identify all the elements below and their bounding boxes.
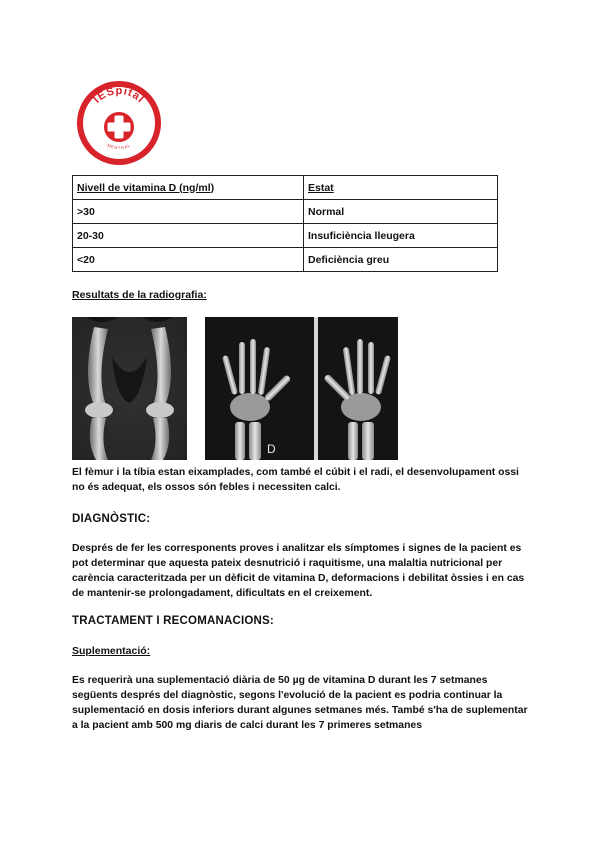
- table-cell: Normal: [304, 200, 498, 224]
- diagnosis-heading: DIAGNÒSTIC:: [72, 513, 151, 525]
- table-row: [73, 200, 498, 224]
- table-header-cell: Nivell de vitamina D (ng/ml): [73, 176, 304, 200]
- table-header-row: [73, 176, 498, 200]
- hand-xray-image: [205, 317, 398, 460]
- table-header-cell: Estat: [304, 176, 498, 200]
- diagnosis-text: Després de fer les corresponents proves i analitzar els símptomes i signes de la pacient es pot determinar que aquesta pateix desnutrició i raquitisme, una malaltia nutricional per carència caracteritzada per un dèficit de vitamina D, deformacions i debilitat òssies i en cas de mantenir-se prolongadament, dificultats en el creixement.: [72, 543, 525, 599]
- table-cell: >30: [73, 200, 304, 224]
- table-row: [73, 224, 498, 248]
- radiography-title: Resultats de la radiografia:: [72, 289, 207, 301]
- table-row: [73, 248, 498, 272]
- xray-label: D: [267, 442, 276, 456]
- table-cell: Deficiència greu: [304, 248, 498, 272]
- vitamin-d-table: [72, 175, 498, 272]
- logo-subtext: MENTHAL: [106, 142, 132, 151]
- leg-xray-image: [72, 317, 187, 460]
- radiography-caption: El fèmur i la tíbia estan eixamplades, com també el cúbit i el radi, el desenvolupament ossi no és adequat, els ossos són febles i necessiten calci.: [72, 467, 519, 493]
- table-cell: <20: [73, 248, 304, 272]
- logo-text: lESpital: [91, 84, 147, 106]
- table-cell: 20-30: [73, 224, 304, 248]
- treatment-heading: TRACTAMENT I RECOMANACIONS:: [72, 615, 274, 627]
- supplementation-subheading: Suplementació:: [72, 645, 151, 657]
- treatment-text: Es requerirà una suplementació diària de 50 µg de vitamina D durant les 7 setmanes següents després del diagnòstic, segons l'evolució de la pacient es podria continuar la suplementació en dosis inferiors durant algunes setmanes més. També s'ha de suplementar a la pacient amb 500 mg diaris de calci durant les 7 primeres setmanes: [72, 675, 528, 731]
- hospital-logo: [76, 80, 162, 166]
- table-cell: Insuficiència lleugera: [304, 224, 498, 248]
